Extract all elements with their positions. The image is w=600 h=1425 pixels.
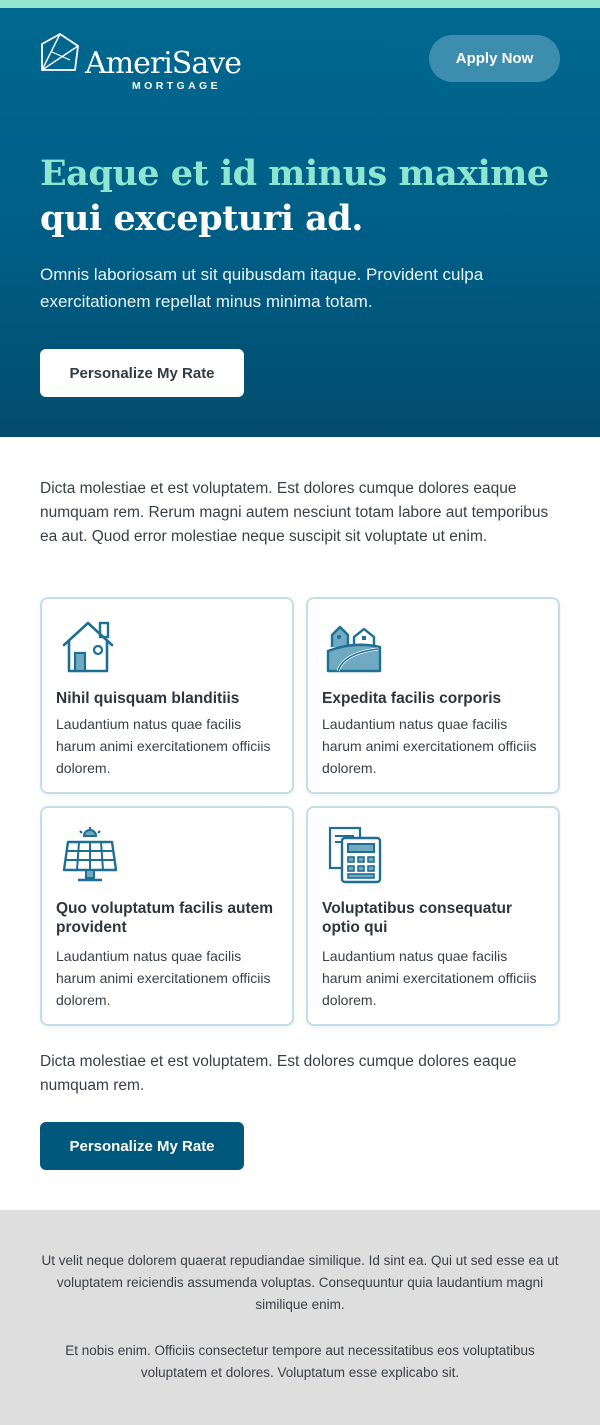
hero-title-accent: Eaque et id minus maxime <box>40 153 549 194</box>
logo-mark-icon <box>40 32 80 72</box>
house-icon <box>58 617 118 675</box>
calculator-icon <box>324 826 384 884</box>
footer-text-1: Ut velit neque dolorem quaerat repudiandae similique. Id sint ea. Qui ut sed esse ea ut voluptatem reiciendis assumenda voluptas. Consequuntur quia laudantium magni similique enim. <box>41 1253 559 1312</box>
solar-panel-icon <box>58 826 118 884</box>
top-accent-stripe <box>0 0 600 8</box>
hero-title <box>40 151 570 241</box>
apply-now-button[interactable]: Apply Now <box>429 35 560 82</box>
outro-paragraph: Dicta molestiae et est voluptatem. Est dolores cumque dolores eaque numquam rem. <box>40 1053 517 1094</box>
feature-card-title: Expedita facilis corporis <box>322 690 502 707</box>
feature-card-title: Nihil quisquam blanditiis <box>56 690 240 707</box>
logo-wordmark: AmeriSave <box>85 46 241 81</box>
personalize-rate-button-hero[interactable]: Personalize My Rate <box>40 349 244 397</box>
feature-card-body: Laudantium natus quae facilis harum animi exercitationem officiis dolorem. <box>56 716 271 776</box>
feature-card <box>40 597 294 794</box>
personalize-rate-button-bottom[interactable]: Personalize My Rate <box>40 1122 244 1170</box>
intro-paragraph: Dicta molestiae et est voluptatem. Est dolores cumque dolores eaque numquam rem. Rerum magni autem nesciunt totam labore aut temporibus ea aut. Quod error molestiae neque suscipit sit voluptate ut enim. <box>40 480 549 545</box>
feature-card-title: Voluptatibus consequatur optio qui <box>322 900 513 936</box>
feature-card <box>306 806 560 1026</box>
footer <box>0 1210 600 1425</box>
footer-text-2: Et nobis enim. Officiis consectetur tempore aut necessitatibus eos voluptatibus voluptatem et dolores. Voluptatum esse explicabo sit. <box>65 1343 535 1380</box>
farm-icon <box>324 617 384 675</box>
hero-subtitle: Omnis laboriosam ut sit quibusdam itaque. Provident culpa exercitationem repellat minus minima totam. <box>40 265 484 311</box>
amerisave-logo[interactable] <box>40 32 245 94</box>
feature-card <box>306 597 560 794</box>
hero-title-rest: qui excepturi ad. <box>40 198 363 239</box>
feature-card-body: Laudantium natus quae facilis harum animi exercitationem officiis dolorem. <box>56 948 271 1008</box>
hero-section <box>0 8 600 437</box>
feature-card-title: Quo voluptatum facilis autem provident <box>56 900 274 936</box>
feature-card-body: Laudantium natus quae facilis harum animi exercitationem officiis dolorem. <box>322 716 537 776</box>
feature-card <box>40 806 294 1026</box>
logo-subtitle: MORTGAGE <box>132 80 222 92</box>
feature-card-body: Laudantium natus quae facilis harum animi exercitationem officiis dolorem. <box>322 948 537 1008</box>
